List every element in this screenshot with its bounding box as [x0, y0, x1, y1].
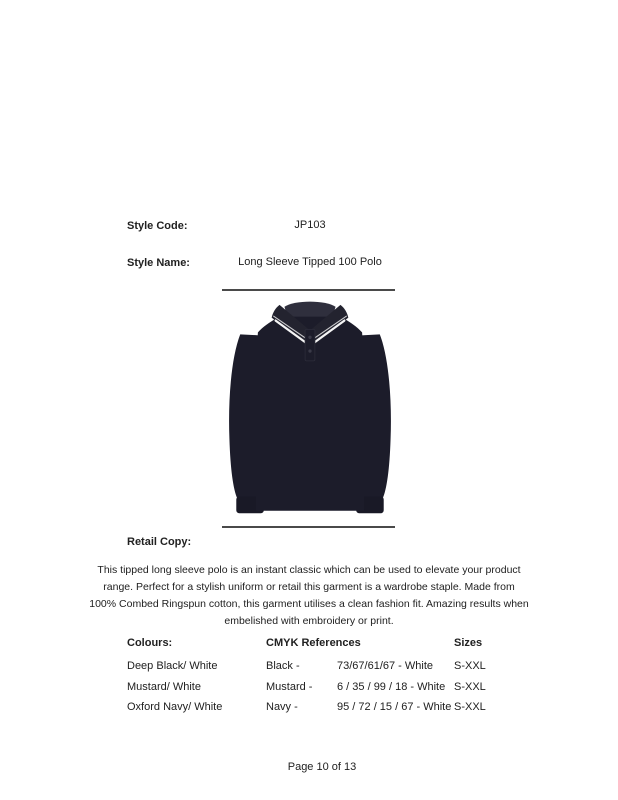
table-row-colour: Deep Black/ White: [127, 660, 218, 673]
placket-button-top: [308, 336, 311, 339]
style-code-value: JP103: [294, 219, 326, 231]
inner-collar: [284, 302, 335, 317]
placket: [305, 329, 315, 360]
cmyk-references-header: CMYK References: [266, 637, 361, 649]
table-row-cmyk-value: 95 / 72 / 15 / 67 - White: [337, 701, 452, 714]
table-row-colour: Oxford Navy/ White: [127, 701, 223, 714]
product-image: [222, 296, 398, 525]
retail-copy-label: Retail Copy:: [127, 536, 192, 548]
table-row-sizes: S-XXL: [454, 701, 486, 714]
style-code-label: Style Code:: [127, 220, 188, 232]
divider-top: [222, 289, 395, 291]
colours-header: Colours:: [127, 637, 173, 649]
polo-shirt-illustration: [222, 296, 398, 525]
style-name-value: Long Sleeve Tipped 100 Polo: [238, 256, 382, 268]
style-name-label: Style Name:: [127, 257, 190, 269]
table-row-cmyk-value: 6 / 35 / 99 / 18 - White: [337, 680, 446, 693]
divider-bottom: [222, 526, 395, 528]
retail-copy-paragraph: This tipped long sleeve polo is an instant classic which can be used to elevate your product range. Perfect for a stylish uniform or retail this garment is a wardrobe staple. Made from 100% Combed Ringspun cotton, this garment utilises a clean fashion fit. Amazing results when embelished with embroidery or print.: [89, 563, 529, 627]
table-row-sizes: S-XXL: [454, 680, 486, 693]
page-indicator: Page 10 of 13: [287, 761, 357, 773]
placket-button-bottom: [308, 349, 311, 352]
table-row-sizes: S-XXL: [454, 660, 486, 673]
table-row-cmyk-name: Mustard -: [266, 680, 313, 693]
table-row-cmyk-value: 73/67/61/67 - White: [337, 660, 434, 673]
colour-table: [127, 637, 514, 718]
table-row-cmyk-name: Navy -: [266, 701, 298, 714]
table-row-colour: Mustard/ White: [127, 680, 201, 693]
sizes-header: Sizes: [454, 637, 483, 649]
table-row-cmyk-name: Black -: [266, 660, 300, 673]
